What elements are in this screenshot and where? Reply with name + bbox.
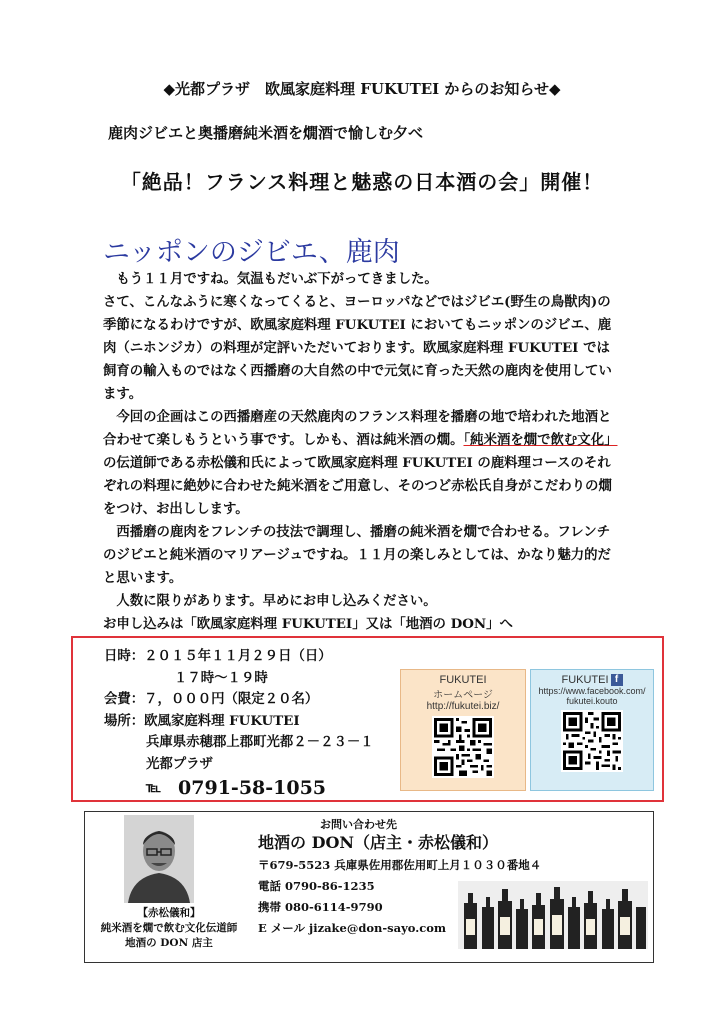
homepage-qr-card[interactable] <box>400 669 526 791</box>
header-notice: ◆光都プラザ 欧風家庭料理 FUKUTEI からのお知らせ◆ <box>163 80 561 98</box>
paragraph-text: の伝道師である赤松儀和氏によって欧風家庭料理 FUKUTEI の鹿料理コースのそれぞれの料理に絶妙に合わせた純米酒をご用意し、そのつど赤松氏自身がこだわりの燗をつけ、お出しします。 <box>103 455 612 517</box>
facebook-handle: fukutei.kouto <box>566 696 618 707</box>
event-subtitle: 鹿肉ジビエと奥播磨純米酒を燗酒で愉しむ夕べ <box>108 124 424 142</box>
shop-phone: 電話 0790-86-1235 <box>258 879 375 893</box>
card-label: ホームページ <box>433 690 493 701</box>
highlight-phrase: 「純米酒を燗で飲む文化」 <box>463 432 618 448</box>
contact-heading: お問い合わせ先 <box>320 818 397 831</box>
qr-code-icon[interactable] <box>432 716 494 778</box>
paragraph: さて、こんなふうに寒くなってくると、ヨーロッパなどではジビエ(野生の鳥獣肉)の季節になるわけですが、欧風家庭料理 FUKUTEI においてもニッポンのジビエ、鹿肉（ニホンジカ）の料理が定評いただいております。欧風家庭料理 FUKUTEI では飼育の輸入ものではなく西播磨の大自然の中で元気に育った天然の鹿肉を使用しています。 <box>103 294 612 402</box>
paragraph-text: 今回の企画はこの西播磨産の天然鹿肉のフランス料理を播磨の地で培われた地酒と合わせて楽しもうという事です。しかも、酒は純米酒の燗。 <box>103 409 612 448</box>
event-time: １７時～１９時 <box>174 669 268 686</box>
card-title: FUKUTEI <box>439 674 487 686</box>
event-date: 日時：２０１５年１１月２９日（日） <box>104 648 332 664</box>
owner-portrait-icon <box>124 815 194 903</box>
event-title: 「絶品！フランス料理と魅惑の日本酒の会」開催！ <box>120 170 604 194</box>
telephone-icon: ℡ <box>146 780 161 796</box>
event-info <box>104 646 374 800</box>
event-venue: 場所：欧風家庭料理 FUKUTEI <box>104 712 300 729</box>
section-heading: ニッポンのジビエ、鹿肉 <box>103 237 400 268</box>
paragraph <box>103 406 623 521</box>
paragraph: 西播磨の鹿肉をフレンチの技法で調理し、播磨の純米酒を燗で合わせる。フレンチのジビエと純米酒のマリアージュですね。１１月の楽しみとしては、かなり魅力的だと思います。 <box>103 524 611 586</box>
caption-name: 【赤松儀和】 <box>137 907 201 919</box>
facebook-url[interactable]: https://www.facebook.com/ <box>538 686 646 697</box>
shop-email[interactable]: E メール jizake@don-sayo.com <box>258 921 447 935</box>
paragraph: 人数に限りがあります。早めにお申し込みください。 <box>116 593 437 609</box>
sake-bottles-icon <box>458 881 648 949</box>
tel-number: 0791-58-1055 <box>178 777 327 799</box>
shop-mobile: 携帯 080-6114-9790 <box>258 900 383 914</box>
homepage-url[interactable]: http://fukutei.biz/ <box>426 701 500 712</box>
card-title <box>531 674 653 686</box>
paragraph: もう１１月ですね。気温もだいぶ下がってきました。 <box>116 271 438 287</box>
facebook-qr-card[interactable] <box>530 669 654 791</box>
shop-address: 〒679-5523 兵庫県佐用郡佐用町上月１０３０番地４ <box>258 858 542 872</box>
event-fee: 会費：７，０００円（限定２０名） <box>104 691 319 707</box>
owner-photo <box>124 815 194 903</box>
venue-building: 光都プラザ <box>146 755 213 772</box>
venue-address: 兵庫県赤穂郡上郡町光都２－２３－１ <box>146 734 374 750</box>
sake-bottles-photo <box>458 881 648 949</box>
caption-role: 純米酒を燗で飲む文化伝道師 <box>100 922 238 934</box>
paragraph: お申し込みは「欧風家庭料理 FUKUTEI」又は「地酒の DON」へ <box>103 616 513 632</box>
qr-code-icon[interactable] <box>561 710 623 772</box>
shop-name: 地酒の DON（店主・赤松儀和） <box>258 833 499 852</box>
tel-row <box>104 778 374 800</box>
caption-shop: 地酒の DON 店主 <box>125 937 213 949</box>
facebook-name: FUKUTEI <box>561 674 609 686</box>
article-body <box>103 268 623 636</box>
facebook-icon: f <box>611 674 623 686</box>
owner-caption <box>84 906 254 951</box>
